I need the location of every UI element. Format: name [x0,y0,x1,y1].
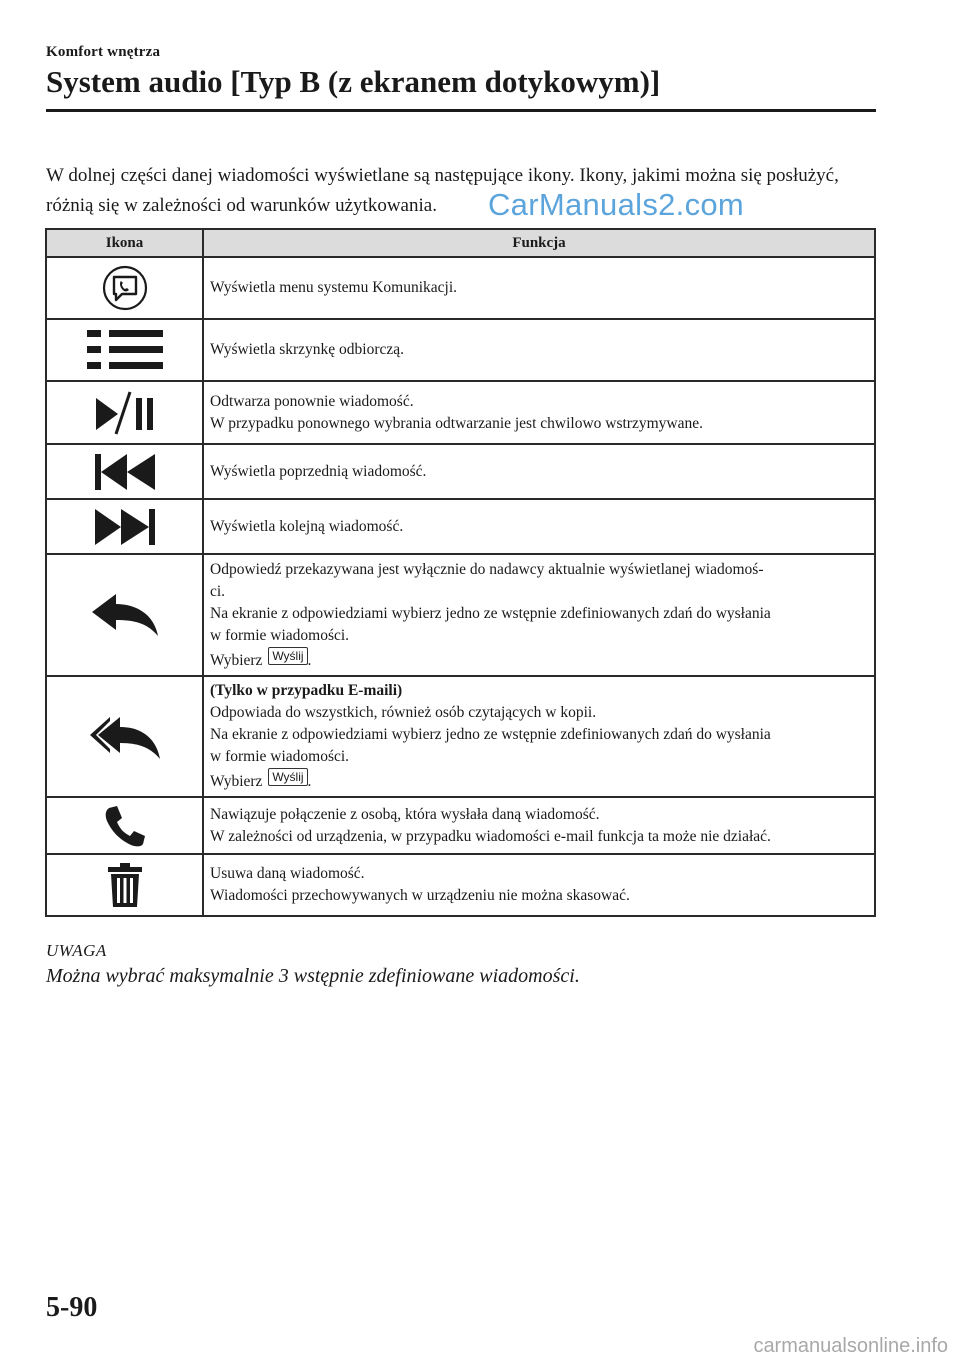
row-text: Odpowiedź przekazywana jest wyłącznie do nadawcy aktualnie wyświetlanej wiadomoś- [210,560,764,578]
reply-all-icon [88,713,162,761]
row-text: Usuwa daną wiadomość. [210,865,365,882]
note-text: Można wybrać maksymalnie 3 wstępnie zdefiniowane wiadomości. [46,965,580,987]
row-heading: (Tylko w przypadku E-maili) [210,682,403,699]
row-text: w formie wiadomości. [210,626,350,644]
row-text: Odtwarza ponownie wiadomość. [210,392,414,410]
select-prefix: Wybierz [210,773,263,790]
table-row [46,499,875,554]
send-button: Wyślij [268,768,307,786]
header-function: Funkcja [203,229,875,257]
table-row [46,444,875,499]
select-instruction [210,647,868,672]
select-prefix: Wybierz [210,651,263,669]
trash-icon [106,861,144,909]
table-row [46,319,875,381]
header-icon: Ikona [46,229,203,257]
table-row [46,854,875,916]
page-number: 5-90 [46,1292,98,1323]
table-header-row [46,229,875,257]
row-text: Wyświetla skrzynkę odbiorczą. [210,341,405,358]
row-text: W zależności od urządzenia, w przypadku wiadomości e-mail funkcja ta może nie działać. [210,827,771,845]
watermark: CarManuals2.com [488,187,745,222]
select-suffix: . [307,773,312,790]
phone-icon [103,804,147,848]
row-text: Odpowiada do wszystkich, również osób czytających w kopii. [210,704,597,721]
play-pause-icon [94,390,156,436]
table-row [46,554,875,676]
select-suffix: . [307,651,312,669]
list-icon [85,328,165,372]
note-label: UWAGA [46,941,107,960]
reply-icon [90,592,160,638]
row-text: Wyświetla kolejną wiadomość. [210,517,404,535]
row-text: ci. [210,582,226,600]
row-text: Wiadomości przechowywanych w urządzeniu nie można skasować. [210,887,630,904]
table-row [46,381,875,444]
table-row [46,797,875,854]
row-text: Na ekranie z odpowiedziami wybierz jedno ze wstępnie zdefiniowanych zdań do wysłania [210,726,771,743]
title-divider [46,109,876,112]
row-text: w formie wiadomości. [210,748,350,765]
row-text: Na ekranie z odpowiedziami wybierz jedno ze wstępnie zdefiniowanych zdań do wysłania [210,604,771,622]
page-title: System audio [Typ B (z ekranem dotykowym)] [46,64,661,99]
footer-url: carmanualsonline.info [753,1335,948,1357]
next-track-icon [93,507,157,547]
send-button: Wyślij [268,647,307,665]
previous-track-icon [93,452,157,492]
intro-paragraph: W dolnej części danej wiadomości wyświetlane są następujące ikony. Ikony, jakimi można się posłużyć, różnią się w zależności od warunków użytkowania. [46,165,839,216]
table-row [46,676,875,797]
row-text: W przypadku ponownego wybrania odtwarzanie jest chwilowo wstrzymywane. [210,414,703,432]
select-instruction [210,768,868,793]
communication-icon [101,264,149,312]
row-text: Wyświetla menu systemu Komunikacji. [210,279,458,296]
table-row [46,257,875,319]
row-text: Nawiązuje połączenie z osobą, która wysłała daną wiadomość. [210,805,600,823]
section-label: Komfort wnętrza [46,44,161,60]
row-text: Wyświetla poprzednią wiadomość. [210,462,427,480]
icon-function-table [45,228,876,917]
